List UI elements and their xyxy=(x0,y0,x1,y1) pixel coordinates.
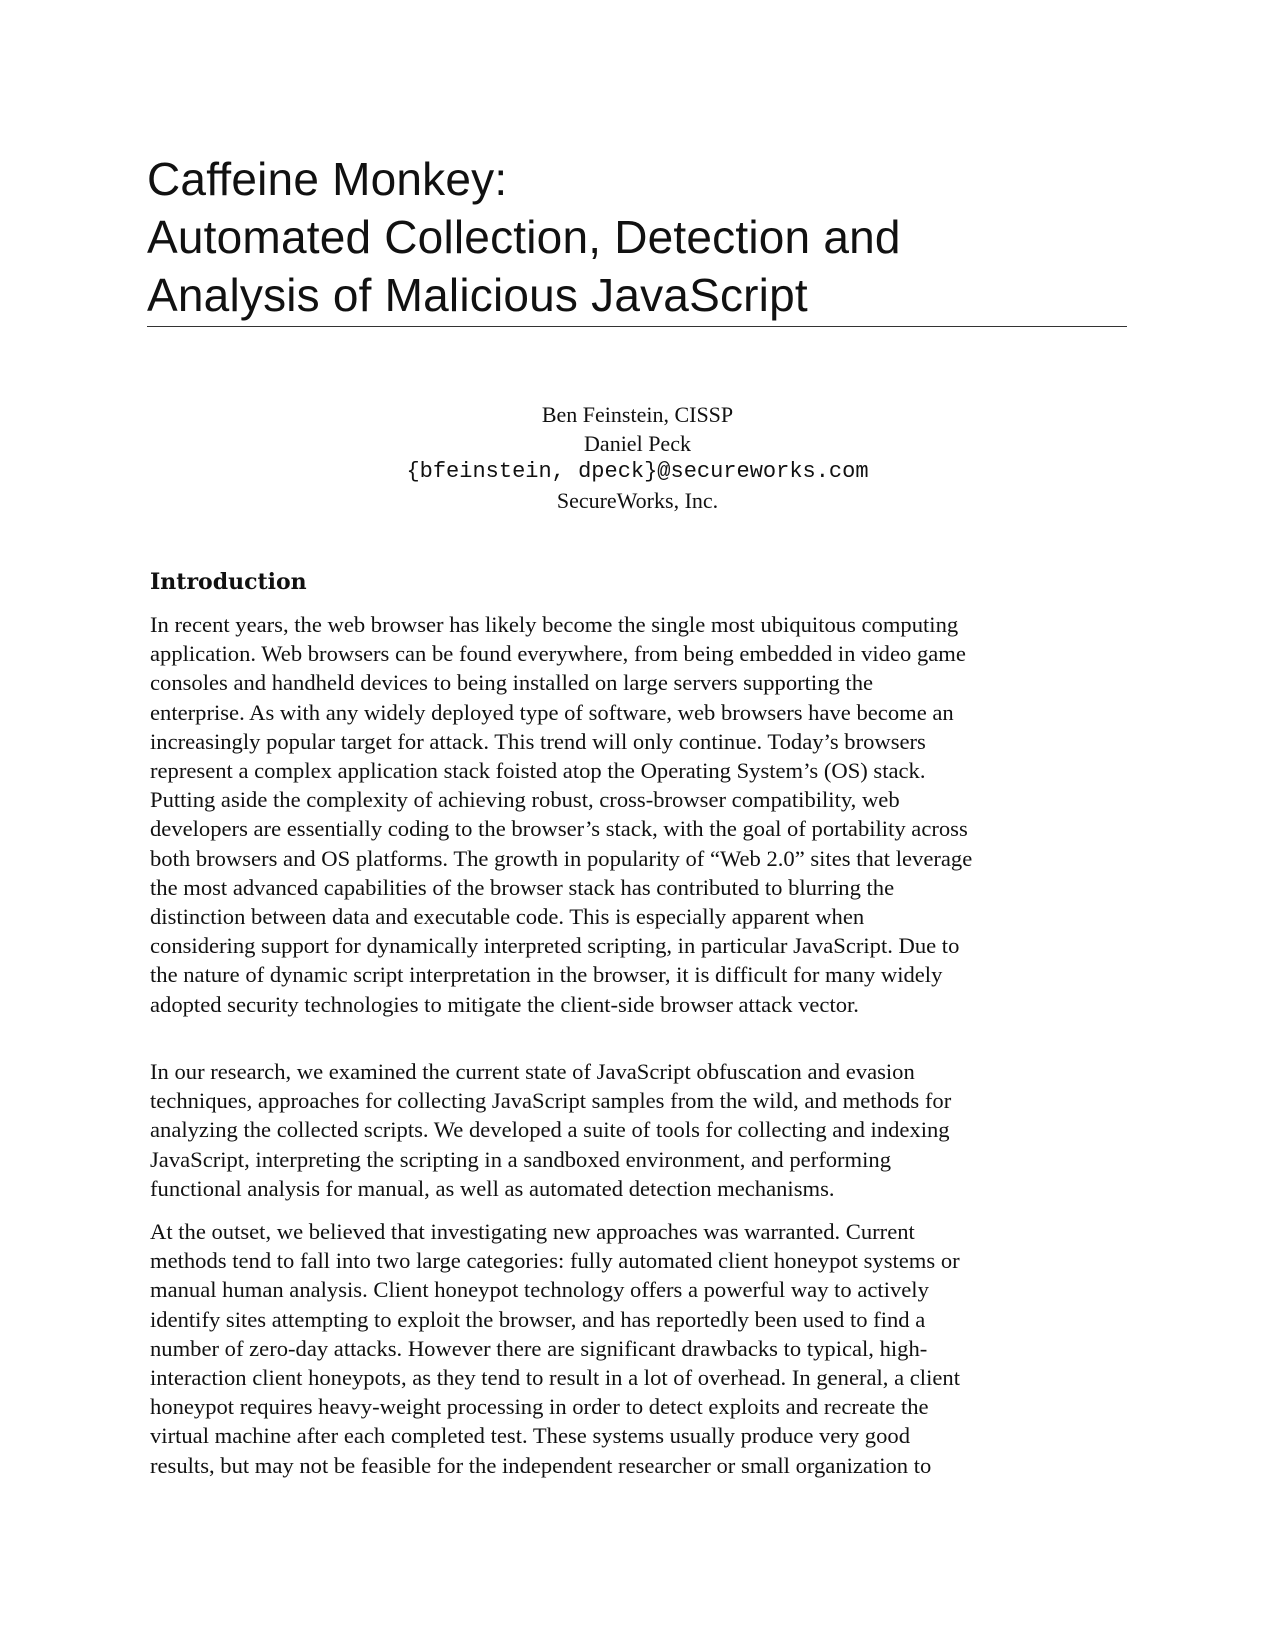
text-line: both browsers and OS platforms. The growth in popularity of “Web 2.0” sites that leverage xyxy=(150,845,973,871)
text-line: honeypot requires heavy-weight processing in order to detect exploits and recreate the xyxy=(150,1394,929,1420)
paragraph xyxy=(150,1057,1130,1203)
paper-title xyxy=(147,150,1127,324)
section-heading: Introduction xyxy=(150,569,307,595)
text-line: increasingly popular target for attack. This trend will only continue. Today’s browsers xyxy=(150,728,926,754)
title-line: Analysis of Malicious JavaScript xyxy=(147,269,808,321)
author-name: Ben Feinstein, CISSP xyxy=(541,402,734,427)
text-line: In recent years, the web browser has likely become the single most ubiquitous computing xyxy=(150,612,959,637)
text-line: virtual machine after each completed test. These systems usually produce very good xyxy=(150,1423,910,1449)
text-line: distinction between data and executable code. This is especially apparent when xyxy=(150,904,865,930)
author-email: {bfeinstein, dpeck}@secureworks.com xyxy=(406,459,869,484)
paragraph xyxy=(150,1217,1130,1480)
title-line: Caffeine Monkey: xyxy=(147,153,508,205)
text-line: adopted security technologies to mitigate the client-side browser attack vector. xyxy=(150,991,859,1017)
text-line: Putting aside the complexity of achieving robust, cross-browser compatibility, web xyxy=(150,787,900,813)
text-line: developers are essentially coding to the browser’s stack, with the goal of portability across xyxy=(150,816,968,842)
text-line: results, but may not be feasible for the independent researcher or small organization to xyxy=(150,1452,932,1478)
text-line: manual human analysis. Client honeypot technology offers a powerful way to actively xyxy=(150,1277,929,1303)
author-block xyxy=(0,400,1275,515)
text-line: the most advanced capabilities of the browser stack has contributed to blurring the xyxy=(150,874,895,900)
paragraph xyxy=(150,610,1130,1019)
text-line: methods tend to fall into two large categories: fully automated client honeypot systems or xyxy=(150,1248,960,1274)
text-line: JavaScript, interpreting the scripting in a sandboxed environment, and performing xyxy=(150,1146,892,1172)
title-line: Automated Collection, Detection and xyxy=(147,211,901,263)
text-line: At the outset, we believed that investigating new approaches was warranted. Current xyxy=(150,1219,915,1244)
text-line: number of zero-day attacks. However there are significant drawbacks to typical, high- xyxy=(150,1335,928,1361)
text-line: analyzing the collected scripts. We developed a suite of tools for collecting and indexing xyxy=(150,1117,950,1143)
text-line: consoles and handheld devices to being installed on large servers supporting the xyxy=(150,670,874,696)
text-line: techniques, approaches for collecting JavaScript samples from the wild, and methods for xyxy=(150,1088,952,1114)
text-line: functional analysis for manual, as well as automated detection mechanisms. xyxy=(150,1175,835,1201)
text-line: application. Web browsers can be found everywhere, from being embedded in video game xyxy=(150,641,966,667)
text-line: the nature of dynamic script interpretation in the browser, it is difficult for many widely xyxy=(150,962,943,988)
text-line: enterprise. As with any widely deployed type of software, web browsers have become an xyxy=(150,699,954,725)
text-line: interaction client honeypots, as they tend to result in a lot of overhead. In general, a client xyxy=(150,1365,960,1391)
title-divider xyxy=(147,326,1127,327)
text-line: identify sites attempting to exploit the browser, and has reportedly been used to find a xyxy=(150,1306,926,1332)
text-line: In our research, we examined the current state of JavaScript obfuscation and evasion xyxy=(150,1059,915,1084)
text-line: considering support for dynamically interpreted scripting, in particular JavaScript. Due to xyxy=(150,933,960,959)
author-name: Daniel Peck xyxy=(584,431,691,456)
author-affiliation: SecureWorks, Inc. xyxy=(556,488,719,513)
text-line: represent a complex application stack foisted atop the Operating System’s (OS) stack. xyxy=(150,758,926,784)
